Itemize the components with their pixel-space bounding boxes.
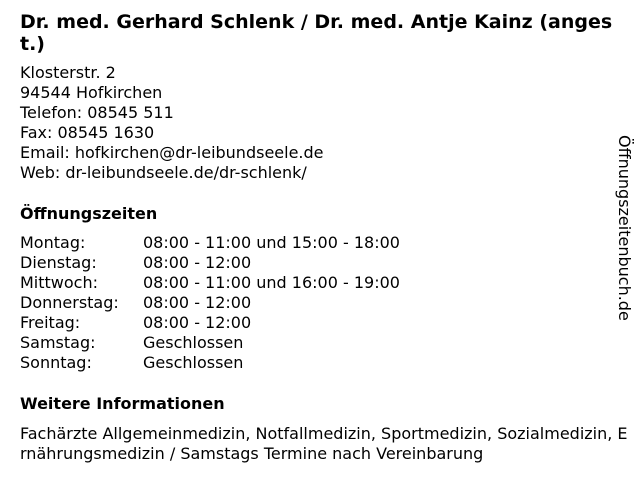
phone-number: Telefon: 08545 511 xyxy=(20,103,174,122)
hours-row-saturday xyxy=(20,333,400,353)
day-hours: 08:00 - 11:00 und 15:00 - 18:00 xyxy=(143,233,400,252)
day-label: Freitag: xyxy=(20,313,81,332)
hours-row-wednesday xyxy=(20,273,400,293)
further-info-heading: Weitere Informationen xyxy=(20,394,225,413)
opening-hours-table xyxy=(20,233,400,373)
day-hours: Geschlossen xyxy=(143,333,244,352)
day-label: Samstag: xyxy=(20,333,96,352)
side-brand-watermark xyxy=(604,135,640,321)
email-address: Email: hofkirchen@dr-leibundseele.de xyxy=(20,143,324,162)
fax-number: Fax: 08545 1630 xyxy=(20,123,155,142)
hours-row-monday xyxy=(20,233,400,253)
side-brand-text: Öffnungszeitenbuch.de xyxy=(615,135,634,321)
day-label: Montag: xyxy=(20,233,86,252)
day-hours: 08:00 - 11:00 und 16:00 - 19:00 xyxy=(143,273,400,292)
day-label: Sonntag: xyxy=(20,353,92,372)
day-hours: 08:00 - 12:00 xyxy=(143,313,252,332)
day-hours: 08:00 - 12:00 xyxy=(143,293,252,312)
hours-row-tuesday xyxy=(20,253,400,273)
day-hours: Geschlossen xyxy=(143,353,244,372)
hours-row-thursday xyxy=(20,293,400,313)
website-address: Web: dr-leibundseele.de/dr-schlenk/ xyxy=(20,163,307,182)
hours-row-friday xyxy=(20,313,400,333)
street-address: Klosterstr. 2 xyxy=(20,63,116,82)
day-label: Donnerstag: xyxy=(20,293,119,312)
city-address: 94544 Hofkirchen xyxy=(20,83,163,102)
contact-block xyxy=(20,63,324,183)
opening-hours-heading: Öffnungszeiten xyxy=(20,204,158,223)
day-label: Mittwoch: xyxy=(20,273,98,292)
hours-row-sunday xyxy=(20,353,400,373)
further-info-text: Fachärzte Allgemeinmedizin, Notfallmedizin, Sportmedizin, Sozialmedizin, Ernährungsmedizin / Samstags Termine nach Vereinbarung xyxy=(20,424,628,463)
day-hours: 08:00 - 12:00 xyxy=(143,253,252,272)
day-label: Dienstag: xyxy=(20,253,97,272)
page-title: Dr. med. Gerhard Schlenk / Dr. med. Antje Kainz (angest.) xyxy=(20,11,613,55)
